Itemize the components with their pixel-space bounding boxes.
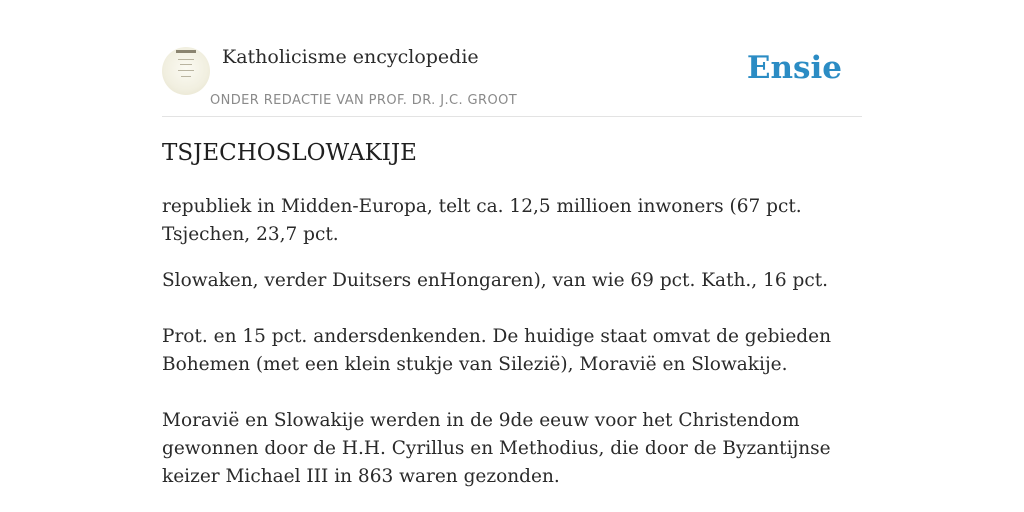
entry-paragraph: Slowaken, verder Duitsers enHongaren), van wie 69 pct. Kath., 16 pct.: [162, 270, 829, 291]
entry-title: TSJECHOSLOWAKIJE: [162, 140, 417, 166]
page: [162, 0, 862, 512]
book-cover-icon[interactable]: [162, 47, 210, 95]
cover-title-line: [176, 50, 196, 53]
entry-paragraph: republiek in Midden-Europa, telt ca. 12,5 millioen inwoners (67 pct. Tsjechen, 23,7 pct.: [162, 196, 802, 245]
book-title[interactable]: Katholicisme encyclopedie: [222, 46, 479, 68]
header: [162, 0, 862, 117]
entry-paragraph: Prot. en 15 pct. andersdenkenden. De huidige staat omvat de gebieden Bohemen (met een klein stukje van Silezië), Moravië en Slowakije.: [162, 326, 831, 375]
cover-line: [181, 76, 191, 77]
ensie-logo[interactable]: Ensie: [746, 50, 842, 86]
cover-line: [178, 70, 194, 71]
cover-line: [180, 64, 192, 65]
cover-line: [178, 59, 194, 60]
entry-paragraph: Moravië en Slowakije werden in de 9de eeuw voor het Christendom gewonnen door de H.H. Cyrillus en Methodius, die door de Byzantijnse keizer Michael III in 863 waren gezonden.: [162, 410, 831, 487]
editor-credit: ONDER REDACTIE VAN PROF. DR. J.C. GROOT: [210, 93, 518, 108]
